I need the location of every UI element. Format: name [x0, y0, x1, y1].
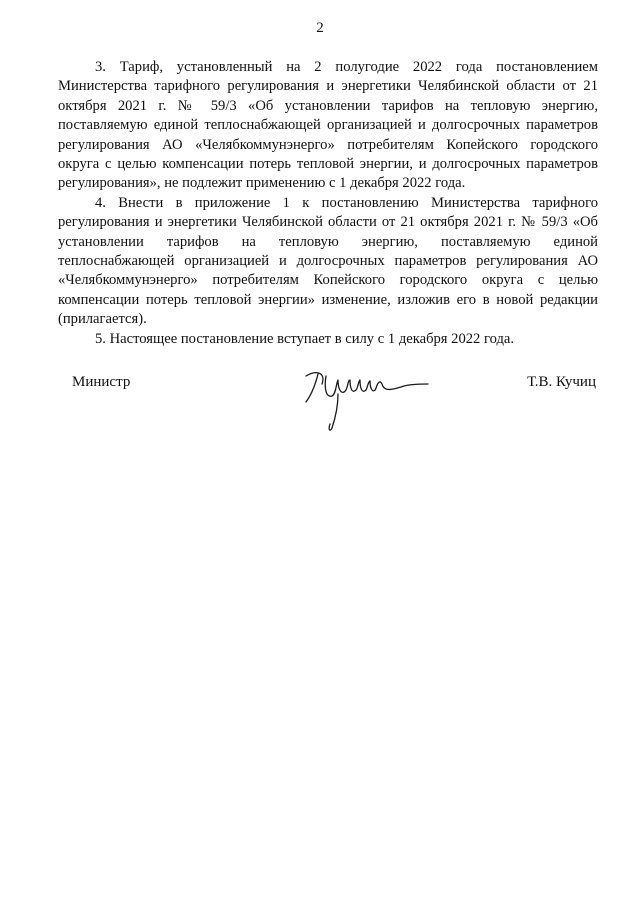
paragraph-5: 5. Настоящее постановление вступает в силу с 1 декабря 2022 года. — [95, 330, 515, 347]
document-body — [58, 58, 598, 349]
paragraph-4: 4. Внести в приложение 1 к постановлению Министерства тарифного регулирования и энергетики Челябинской области от 21 октября 2021 г. № 59/3 «Об установлении тарифов на тепловую энергию, поставляемую единой теплоснабжающей организацией и долгосрочных параметров регулирования АО «Челябкоммунэнерго» потребителям Копейского городского округа с целью компенсации потерь тепловой энергии» изменение, изложив его в новой редакции (прилагается). — [58, 194, 598, 328]
signature-block — [0, 366, 640, 446]
paragraph-3: 3. Тариф, установленный на 2 полугодие 2022 года постановлением Министерства тарифного регулирования и энергетики Челябинской области от 21 октября 2021 г. № 59/3 «Об установлении тарифов на тепловую энергию, поставляемую единой теплоснабжающей организацией и долгосрочных параметров регулирования АО «Челябкоммунэнерго» потребителям Копейского городского округа с целью компенсации потерь тепловой энергии, и долгосрочных параметров регулирования», не подлежит применению с 1 декабря 2022 года. — [58, 59, 598, 192]
signatory-title: Министр — [72, 374, 131, 390]
handwritten-signature — [296, 366, 436, 436]
signatory-name: Т.В. Кучиц — [527, 374, 596, 390]
page-number: 2 — [316, 20, 324, 36]
